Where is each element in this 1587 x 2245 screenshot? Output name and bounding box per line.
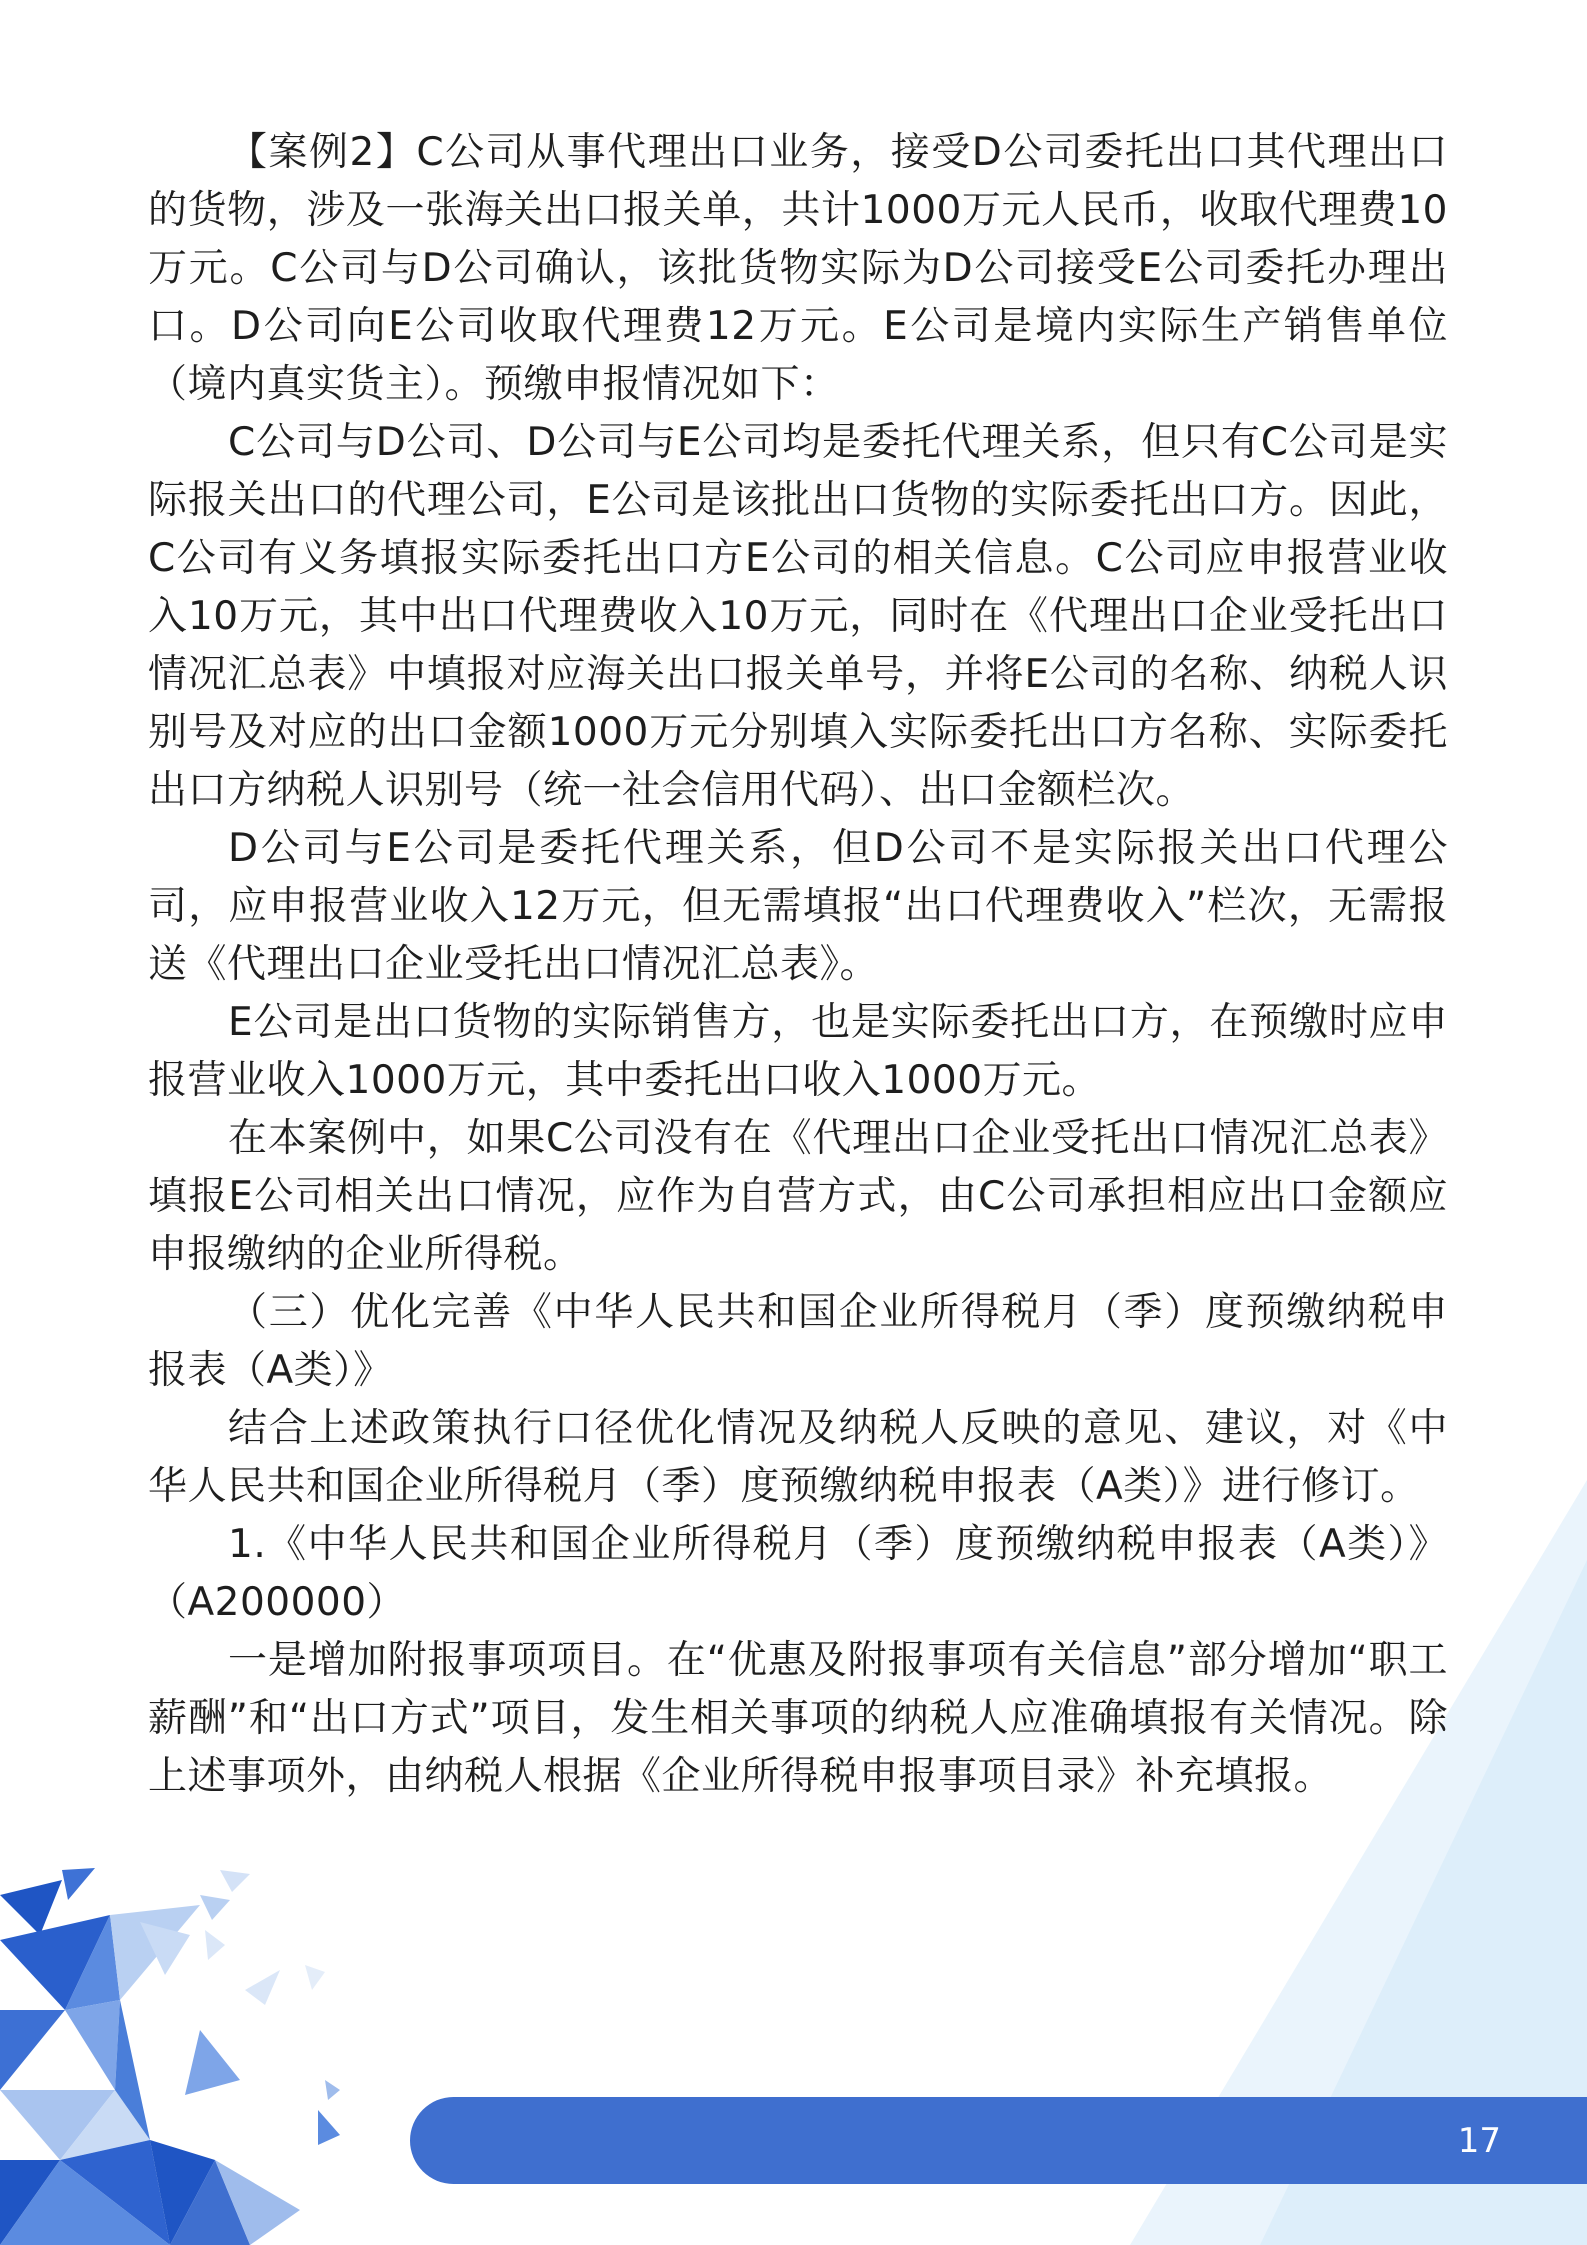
page-number: 17 [1457,2120,1501,2161]
footer-bar [410,2097,1587,2184]
form-title-paragraph: 1.《中华人民共和国企业所得税月（季）度预缴纳税申报表（A类）》（A200000） [148,1522,1448,1625]
revision-intro-paragraph: 结合上述政策执行口径优化情况及纳税人反映的意见、建议，对《中华人民共和国企业所得税月（季）度预缴纳税申报表（A类）》进行修订。 [148,1406,1448,1509]
analysis-e-company-paragraph: E公司是出口货物的实际销售方，也是实际委托出口方，在预缴时应申报营业收入1000万元，其中委托出口收入1000万元。 [148,1000,1448,1103]
section-heading: （三）优化完善《中华人民共和国企业所得税月（季）度预缴纳税申报表（A类）》 [148,1290,1448,1393]
case-example-paragraph: 【案例2】C公司从事代理出口业务，接受D公司委托出口其代理出口的货物，涉及一张海关出口报关单，共计1000万元人民币，收取代理费10万元。C公司与D公司确认，该批货物实际为D公司接受E公司委托办理出口。D公司向E公司收取代理费12万元。E公司是境内实际生产销售单位（境内真实货主）。预缴申报情况如下： [148,130,1448,407]
document-body [148,124,1448,1806]
case-conclusion-paragraph: 在本案例中，如果C公司没有在《代理出口企业受托出口情况汇总表》填报E公司相关出口情况，应作为自营方式，由C公司承担相应出口金额应申报缴纳的企业所得税。 [148,1116,1448,1277]
analysis-c-company-paragraph: C公司与D公司、D公司与E公司均是委托代理关系，但只有C公司是实际报关出口的代理公司，E公司是该批出口货物的实际委托出口方。因此，C公司有义务填报实际委托出口方E公司的相关信息。C公司应申报营业收入10万元，其中出口代理费收入10万元，同时在《代理出口企业受托出口情况汇总表》中填报对应海关出口报关单号，并将E公司的名称、纳税人识别号及对应的出口金额1000万元分别填入实际委托出口方名称、实际委托出口方纳税人识别号（统一社会信用代码）、出口金额栏次。 [148,420,1448,813]
item-one-paragraph: 一是增加附报事项项目。在“优惠及附报事项有关信息”部分增加“职工薪酬”和“出口方式”项目，发生相关事项的纳税人应准确填报有关情况。除上述事项外，由纳税人根据《企业所得税申报事项目录》补充填报。 [148,1638,1448,1799]
analysis-d-company-paragraph: D公司与E公司是委托代理关系，但D公司不是实际报关出口代理公司，应申报营业收入12万元，但无需填报“出口代理费收入”栏次，无需报送《代理出口企业受托出口情况汇总表》。 [148,826,1448,987]
low-poly-decoration [0,1868,340,2245]
